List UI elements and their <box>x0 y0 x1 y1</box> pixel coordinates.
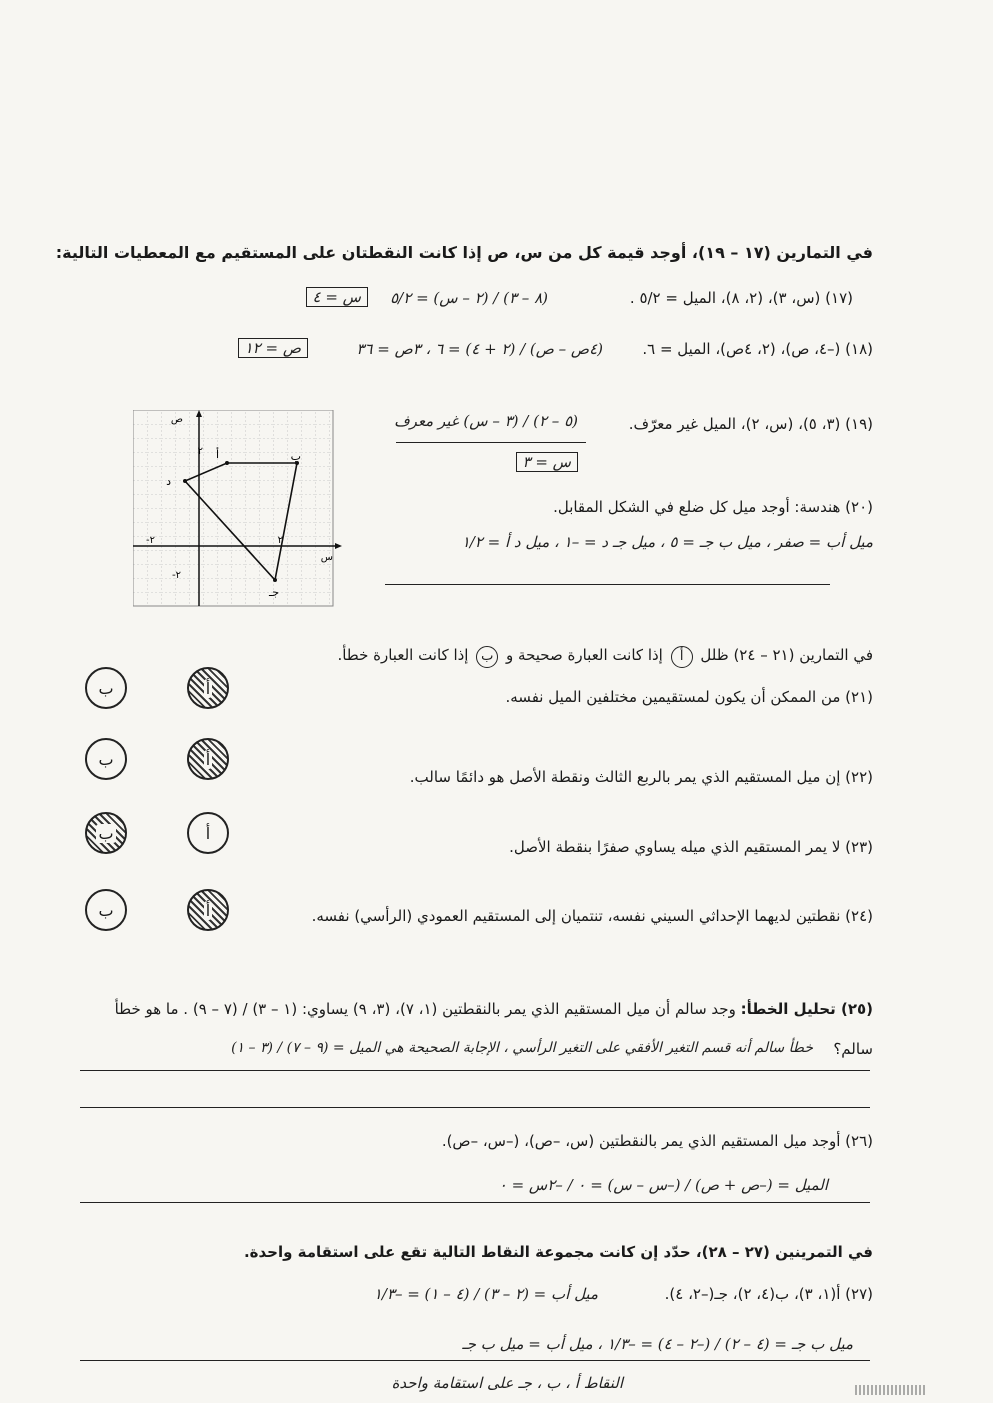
option-a-circle: أ <box>671 646 693 668</box>
instr-part-a: في التمارين (٢١ – ٢٤) ظلل <box>700 646 873 664</box>
vertex-d <box>183 479 187 483</box>
choice-label: أ <box>205 900 211 920</box>
q22-choice-b[interactable] <box>85 738 127 780</box>
tick-y-pos: ٢ <box>197 446 203 457</box>
choice-label: ب <box>98 678 114 698</box>
option-b-circle: ب <box>476 646 498 668</box>
answer-line <box>80 1107 870 1108</box>
answer-line <box>80 1202 870 1203</box>
question-23: (٢٣) لا يمر المستقيم الذي ميله يساوي صفرًا بنقطة الأصل. <box>509 838 873 856</box>
answer-20: ميل أب = صفر ، ميل ب جـ = ٥ ، ميل جـ د = –١ ، ميل د أ = ١/٢ <box>461 533 873 551</box>
grid-area <box>133 410 333 606</box>
answer-25: خطأ سالم أنه قسم التغير الأفقي على التغير الرأسي ، الإجابة الصحيحة هي الميل = (٩ – ٧) / (٣ – ١) <box>231 1040 813 1056</box>
question-18: (١٨) (–٤، ص)، (٢، ٤ص)، الميل = ٦. <box>642 340 873 358</box>
answer-line <box>80 1360 870 1361</box>
instructions-27-28: في التمرينين (٢٧ – ٢٨)، حدّد إن كانت مجموعة النقاط التالية تقع على استقامة واحدة. <box>243 1243 873 1261</box>
answer-19-result: س = ٣ <box>516 452 578 472</box>
answer-27-work-2: ميل ب جـ = (٤ – ٢) / (–٢ – ٤) = –١/٣ ، ميل أب = ميل ب جـ <box>462 1335 853 1353</box>
q25-title: (٢٥) تحليل الخطأ: <box>740 1000 873 1018</box>
label-a: أ <box>215 448 219 461</box>
question-22: (٢٢) إن ميل المستقيم الذي يمر بالربع الثالث ونقطة الأصل هو دائمًا سالب. <box>409 768 873 786</box>
vertex-a <box>225 461 229 465</box>
choice-label: ب <box>98 823 114 843</box>
answer-18-work: (٤ص – ص) / (٢ + ٤) = ٦ ، ٣ص = ٣٦ <box>356 340 603 358</box>
answer-17-result: س = ٤ <box>306 287 368 307</box>
question-24: (٢٤) نقطتين لديهما الإحداثي السيني نفسه، تنتميان إلى المستقيم العمودي (الرأسي) نفسه. <box>311 907 873 925</box>
vertex-c <box>273 578 277 582</box>
question-26: (٢٦) أوجد ميل المستقيم الذي يمر بالنقطتين (س، –ص)، (–س، –ص). <box>441 1132 873 1150</box>
question-20: (٢٠) هندسة: أوجد ميل كل ضلع في الشكل المقابل. <box>553 498 873 516</box>
instr-part-b: إذا كانت العبارة صحيحة و <box>506 646 663 664</box>
answer-18-result: ص = ١٢ <box>238 338 308 358</box>
answer-line <box>80 1070 870 1071</box>
answer-27-work-3: النقاط أ ، ب ، جـ على استقامة واحدة <box>391 1374 623 1392</box>
label-b: ب <box>290 450 301 463</box>
instr-part-c: إذا كانت العبارة خطأ. <box>337 646 469 664</box>
q23-choice-b[interactable] <box>85 812 127 854</box>
tick-x-neg: ٢- <box>146 535 155 546</box>
answer-26: الميل = (–ص + ص) / (–س – س) = ٠ / –٢س = ٠ <box>498 1176 828 1194</box>
answer-17-work: (٨ – ٣) / (٢ – س) = ٥/٢ <box>390 289 548 307</box>
choice-label: ب <box>98 749 114 769</box>
label-c: جـ <box>268 586 279 599</box>
q22-choice-a[interactable] <box>187 738 229 780</box>
axis-y-label: ص <box>170 414 183 425</box>
q21-choice-a[interactable] <box>187 667 229 709</box>
answer-19-work: (٥ – ٢) / (٣ – س) غير معرف <box>394 412 578 430</box>
q25-text: وجد سالم أن ميل المستقيم الذي يمر بالنقطتين (١، ٧)، (٣، ٩) يساوي: (١ – ٣) / (٧ – ٩) . ما هو خطأ <box>114 1000 736 1018</box>
question-25-cont: سالم؟ <box>833 1040 873 1058</box>
question-17: (١٧) (س، ٣)، (٢، ٨)، الميل = ٥/٢ . <box>629 289 853 307</box>
q24-choice-b[interactable] <box>85 889 127 931</box>
tick-y-neg: ٢- <box>172 570 181 581</box>
q23-choice-a[interactable] <box>187 812 229 854</box>
question-27: (٢٧) أ(١، ٣)، ب(٤، ٢)، جـ(–٢، ٤). <box>664 1285 873 1303</box>
tick-x-pos: ٢ <box>277 535 283 546</box>
axis-x-label: س <box>320 552 333 563</box>
question-25 <box>115 1000 873 1018</box>
instructions-21-24 <box>337 646 873 668</box>
choice-label: أ <box>205 678 211 698</box>
answer-line <box>385 584 830 585</box>
instructions-17-19: في التمارين (١٧ – ١٩)، أوجد قيمة كل من س، ص إذا كانت النقطتان على المستقيم مع المعطيات التالية: <box>55 243 873 262</box>
q24-choice-a[interactable] <box>187 889 229 931</box>
scanner-stamp <box>855 1385 927 1395</box>
label-d: د <box>166 475 171 488</box>
answer-line <box>396 442 586 443</box>
x-axis-arrow <box>335 543 342 549</box>
answer-27-work-1: ميل أب = (٢ – ٣) / (٤ – ١) = –١/٣ <box>373 1285 598 1303</box>
choice-label: ب <box>98 900 114 920</box>
choice-label: أ <box>205 823 211 843</box>
choice-label: أ <box>205 749 211 769</box>
question-19: (١٩) (٣، ٥)، (س، ٢)، الميل غير معرّف. <box>628 415 873 433</box>
question-21: (٢١) من الممكن أن يكون لمستقيمين مختلفين الميل نفسه. <box>505 688 873 706</box>
q21-choice-b[interactable] <box>85 667 127 709</box>
quadrilateral-graph <box>133 410 345 608</box>
